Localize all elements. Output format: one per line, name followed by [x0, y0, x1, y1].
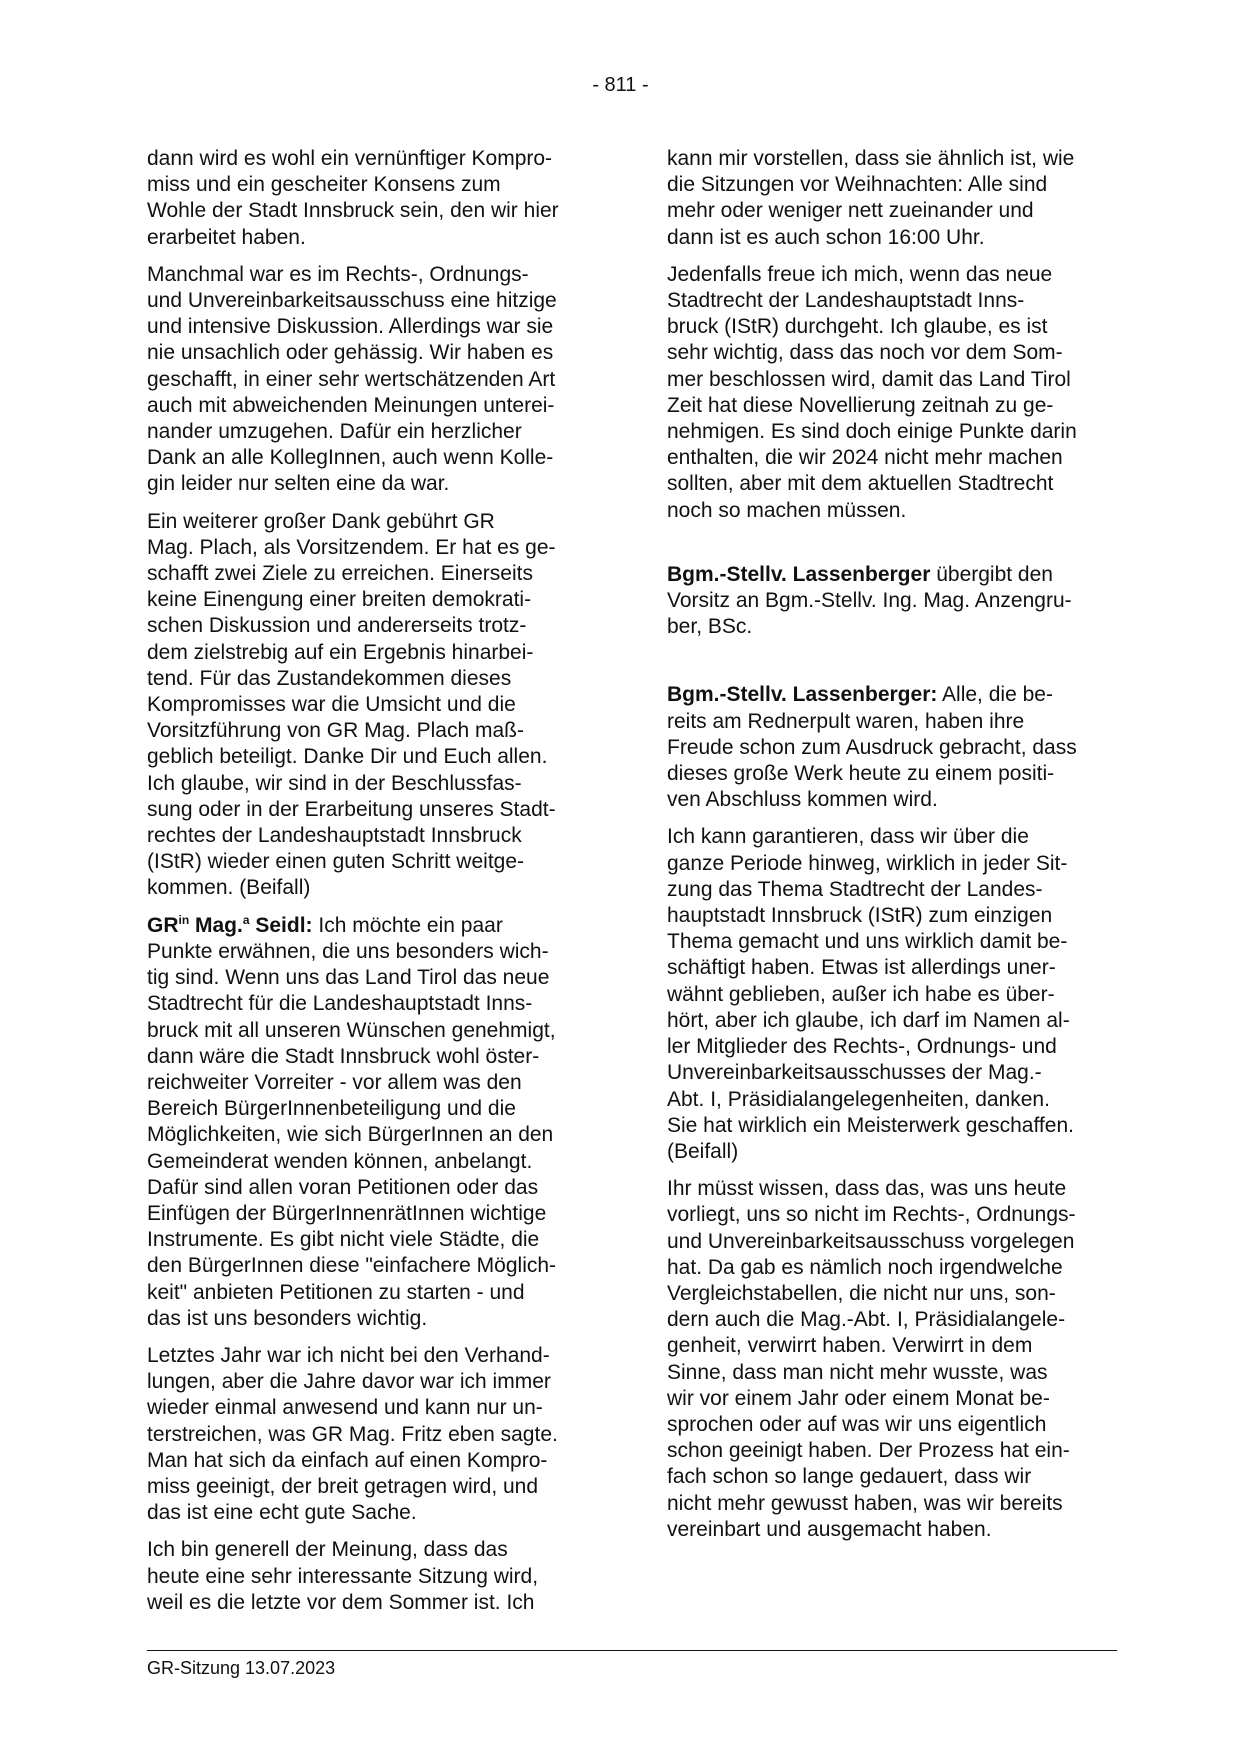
- text-line: Bgm.-Stellv. Lassenberger: Alle, die be-: [667, 683, 1053, 707]
- text-line: Einfügen der BürgerInnenrätInnen wichtige: [147, 1201, 547, 1225]
- text-line: geschafft, in einer sehr wertschätzenden Art: [147, 367, 556, 391]
- text-line: Manchmal war es im Rechts-, Ordnungs-: [147, 262, 529, 286]
- text-line: $GR^{in}$ Mag.$^a$ Seidl: Ich möchte ein paar: [147, 912, 503, 937]
- text-line: Jedenfalls freue ich mich, wenn das neue: [667, 262, 1053, 286]
- text-line: tend. Für das Zustandekommen dieses: [147, 666, 512, 690]
- text-line: enthalten, die wir 2024 nicht mehr machen: [667, 446, 1063, 470]
- text-line: Vorsitz an Bgm.-Stellv. Ing. Mag. Anzengru-: [667, 589, 1072, 613]
- paragraph: [667, 146, 1117, 251]
- text-line: geblich beteiligt. Danke Dir und Euch allen.: [147, 745, 548, 769]
- text-line: reichweiter Vorreiter - vor allem was den: [147, 1070, 522, 1094]
- paragraph: [667, 682, 1117, 813]
- text-line: vorliegt, uns so nicht im Rechts-, Ordnungs-: [667, 1203, 1076, 1227]
- text-line: Sie hat wirklich ein Meisterwerk geschaffen.: [667, 1113, 1074, 1137]
- text-line: zung das Thema Stadtrecht der Landes-: [667, 877, 1043, 901]
- text-line: den BürgerInnen diese "einfachere Möglich-: [147, 1254, 557, 1278]
- text-line: wieder einmal anwesend und kann nur un-: [147, 1396, 543, 1420]
- text-line: hauptstadt Innsbruck (IStR) zum einzigen: [667, 904, 1053, 928]
- text-line: dieses große Werk heute zu einem positi-: [667, 762, 1055, 786]
- text-line: mer beschlossen wird, damit das Land Tirol: [667, 367, 1071, 391]
- text-line: kommen. (Beifall): [147, 876, 311, 900]
- text-line: schon geeinigt haben. Der Prozess hat ein-: [667, 1439, 1070, 1463]
- text-line: hört, aber ich glaube, ich darf im Namen al-: [667, 1008, 1070, 1032]
- text-line: dann ist es auch schon 16:00 Uhr.: [667, 225, 985, 249]
- paragraph: [147, 262, 597, 498]
- text-line: wir vor einem Jahr oder einem Monat be-: [667, 1386, 1050, 1410]
- text-line: Vergleichstabellen, die nicht nur uns, son-: [667, 1281, 1056, 1305]
- text-line: Zeit hat diese Novellierung zeitnah zu ge-: [667, 393, 1054, 417]
- text-line: sung oder in der Erarbeitung unseres Stadt-: [147, 797, 556, 821]
- text-line: sprochen oder auf was wir uns eigentlich: [667, 1412, 1047, 1436]
- text-line: schäftigt haben. Etwas ist allerdings uner-: [667, 956, 1056, 980]
- text-line: nie unsachlich oder gehässig. Wir haben es: [147, 341, 554, 365]
- footer-session-date: GR-Sitzung 13.07.2023: [147, 1658, 336, 1678]
- text-line: Thema gemacht und uns wirklich damit be-: [667, 930, 1068, 954]
- text-line: dern auch die Mag.-Abt. I, Präsidialangele-: [667, 1308, 1066, 1332]
- text-line: und Unvereinbarkeitsausschuss eine hitzige: [147, 289, 557, 313]
- speaker-name: Bgm.-Stellv. Lassenberger:: [667, 683, 938, 707]
- text-line: kann mir vorstellen, dass sie ähnlich ist, wie: [667, 147, 1075, 170]
- text-line: ganze Periode hinweg, wirklich in jeder Sit-: [667, 851, 1068, 875]
- text-line: nicht mehr gewusst haben, was wir bereits: [667, 1491, 1063, 1515]
- text-line: die Sitzungen vor Weihnachten: Alle sind: [667, 173, 1048, 197]
- text-line: Gemeinderat wenden können, anbelangt.: [147, 1149, 533, 1173]
- text-line: Kompromisses war die Umsicht und die: [147, 693, 516, 717]
- text-line: Letztes Jahr war ich nicht bei den Verhand-: [147, 1343, 550, 1367]
- text-line: tig sind. Wenn uns das Land Tirol das neue: [147, 966, 550, 990]
- text-line: Stadtrecht der Landeshauptstadt Inns-: [667, 289, 1025, 313]
- text-line: Ich glaube, wir sind in der Beschlussfas-: [147, 771, 522, 795]
- text-line: rechtes der Landeshauptstadt Innsbruck: [147, 824, 522, 848]
- text-line: und intensive Diskussion. Allerdings war sie: [147, 315, 554, 339]
- text-line: hat. Da gab es nämlich noch irgendwelche: [667, 1255, 1063, 1279]
- text-line: Ihr müsst wissen, dass das, was uns heute: [667, 1177, 1067, 1201]
- text-line: ler Mitglieder des Rechts-, Ordnungs- und: [667, 1035, 1057, 1059]
- text-line: (IStR) wieder einen guten Schritt weitge-: [147, 850, 525, 874]
- paragraph: [147, 913, 597, 1332]
- text-line: dem zielstrebig auf ein Ergebnis hinarbei-: [147, 640, 534, 664]
- text-line: und Unvereinbarkeitsausschuss vorgelegen: [667, 1229, 1075, 1253]
- speaker-name: $GR^{in}$ Mag.$^a$ Seidl:: [147, 912, 313, 937]
- text-line: Wohle der Stadt Innsbruck sein, den wir hier: [147, 199, 559, 223]
- text-line: sehr wichtig, dass das noch vor dem Som-: [667, 341, 1063, 365]
- text-line: ven Abschluss kommen wird.: [667, 788, 938, 812]
- text-line: heute eine sehr interessante Sitzung wird,: [147, 1564, 539, 1588]
- text-line: schafft zwei Ziele zu erreichen. Einerseits: [147, 562, 533, 586]
- text-line: Abt. I, Präsidialangelegenheiten, danken.: [667, 1087, 1050, 1111]
- text-line: sollten, aber mit dem aktuellen Stadtrecht: [667, 472, 1054, 496]
- paragraph: [667, 824, 1117, 1165]
- paragraph: [667, 262, 1117, 524]
- paragraph: [147, 1343, 597, 1526]
- left-column: [147, 146, 597, 1627]
- paragraph: [667, 1176, 1117, 1543]
- text-line: gin leider nur selten eine da war.: [147, 472, 450, 496]
- text-line: noch so machen müssen.: [667, 498, 907, 522]
- text-line: auch mit abweichenden Meinungen unterei-: [147, 393, 555, 417]
- text-line: ber, BSc.: [667, 615, 753, 639]
- text-line: bruck (IStR) durchgeht. Ich glaube, es ist: [667, 315, 1048, 339]
- text-line: Möglichkeiten, wie sich BürgerInnen an den: [147, 1123, 554, 1147]
- text-line: Dafür sind allen voran Petitionen oder das: [147, 1175, 539, 1199]
- text-line: dann wird es wohl ein vernünftiger Kompro-: [147, 147, 553, 170]
- paragraph: [147, 509, 597, 902]
- text-line: terstreichen, was GR Mag. Fritz eben sagte.: [147, 1422, 558, 1446]
- text-line: Mag. Plach, als Vorsitzendem. Er hat es ge-: [147, 535, 556, 559]
- text-line: Bgm.-Stellv. Lassenberger übergibt den: [667, 562, 1053, 586]
- text-line: bruck mit all unseren Wünschen genehmigt,: [147, 1018, 556, 1042]
- text-line: Dank an alle KollegInnen, auch wenn Kolle-: [147, 446, 554, 470]
- text-line: nehmigen. Es sind doch einige Punkte darin: [667, 420, 1077, 444]
- text-line: Unvereinbarkeitsausschusses der Mag.-: [667, 1061, 1042, 1085]
- text-line: dann wäre die Stadt Innsbruck wohl öster-: [147, 1044, 540, 1068]
- text-line: Ich bin generell der Meinung, dass das: [147, 1538, 508, 1562]
- text-line: keit" anbieten Petitionen zu starten - und: [147, 1280, 525, 1304]
- text-line: Freude schon zum Ausdruck gebracht, dass: [667, 735, 1077, 759]
- text-line: Ich kann garantieren, dass wir über die: [667, 825, 1029, 849]
- paragraph: [147, 146, 597, 251]
- text-line: miss geeinigt, der breit getragen wird, und: [147, 1474, 539, 1498]
- text-line: schen Diskussion und andererseits trotz-: [147, 614, 527, 638]
- text-line: miss und ein gescheiter Konsens zum: [147, 173, 501, 197]
- text-line: Vorsitzführung von GR Mag. Plach maß-: [147, 719, 524, 743]
- text-line: Punkte erwähnen, die uns besonders wich-: [147, 939, 549, 963]
- text-line: Stadtrecht für die Landeshauptstadt Inns-: [147, 992, 533, 1016]
- text-line: vereinbart und ausgemacht haben.: [667, 1517, 992, 1541]
- text-line: nander umzugehen. Dafür ein herzlicher: [147, 420, 522, 444]
- text-line: keine Einengung einer breiten demokrati-: [147, 588, 532, 612]
- text-line: genheit, verwirrt haben. Verwirrt in dem: [667, 1334, 1033, 1358]
- right-column: [667, 146, 1117, 1554]
- paragraph: [667, 562, 1117, 641]
- text-line: erarbeitet haben.: [147, 225, 306, 249]
- text-line: Ein weiterer großer Dank gebührt GR: [147, 509, 495, 533]
- text-line: mehr oder weniger nett zueinander und: [667, 199, 1034, 223]
- text-line: (Beifall): [667, 1139, 739, 1163]
- text-line: Sinne, dass man nicht mehr wusste, was: [667, 1360, 1048, 1384]
- text-line: lungen, aber die Jahre davor war ich immer: [147, 1370, 551, 1394]
- page-number: - 811 -: [592, 74, 649, 96]
- text-line: das ist uns besonders wichtig.: [147, 1306, 428, 1330]
- text-line: wähnt geblieben, außer ich habe es über-: [667, 982, 1055, 1006]
- text-line: fach schon so lange gedauert, dass wir: [667, 1465, 1032, 1489]
- text-line: das ist eine echt gute Sache.: [147, 1501, 417, 1525]
- text-line: Bereich BürgerInnenbeteiligung und die: [147, 1097, 516, 1121]
- text-line: Instrumente. Es gibt nicht viele Städte, die: [147, 1228, 540, 1252]
- footer-divider: [147, 1650, 1117, 1651]
- text-line: weil es die letzte vor dem Sommer ist. Ich: [147, 1590, 535, 1614]
- text-line: Man hat sich da einfach auf einen Kompro-: [147, 1448, 548, 1472]
- speaker-name: Bgm.-Stellv. Lassenberger: [667, 562, 931, 586]
- text-line: reits am Rednerpult waren, haben ihre: [667, 709, 1025, 733]
- paragraph: [147, 1537, 597, 1616]
